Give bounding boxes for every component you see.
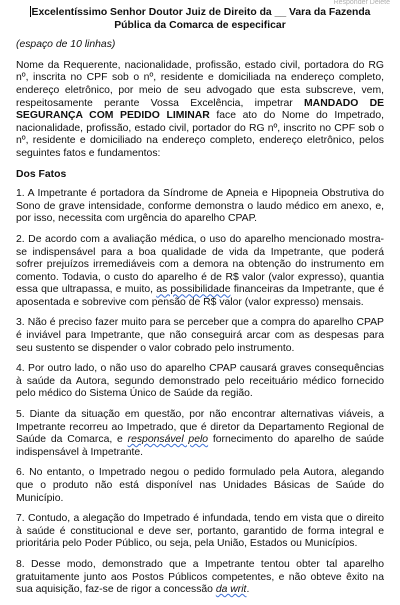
paragraph-7: 7. Contudo, a alegação do Impetrado é infundada, tendo em vista que o direito à saúde é constitucional e deve ser, portanto, garantido de forma integral e prioritária pelo Poder Público, ou seja, pela União, Estados ou Municípios. [16, 513, 384, 550]
paragraph-6: 6. No entanto, o Impetrado negou o pedido formulado pela Autora, alegando que o produto não está disponível nas Unidades Básicas de Saúde do Município. [16, 467, 384, 504]
respond-link[interactable]: Responder [333, 0, 368, 6]
delete-link[interactable]: Delete [369, 0, 390, 6]
paragraph-3: 3. Não é preciso fazer muito para se perceber que a compra do aparelho CPAP é inviável para Impetrante, que não conseguirá arcar com as despesas para seu sustento se dispender o valor cobrado pelo instrumento. [16, 317, 384, 354]
document-page [16, 6, 384, 605]
intro-bold: MANDADO DE SEGURANÇA COM PEDIDO LIMINAR [16, 97, 385, 122]
intro-text-1: Nome da Requerente, nacionalidade, profissão, estado civil, portadora do RG nº, inscrita no CPF sob o nº, residente e domiciliada na endereço completo, endereço eletrônico, por meio de seu advogado que esta subscreve, vem, respeitosamente perante Vossa Excelência, impetrar [16, 59, 384, 109]
spellcheck-mark: as possibilidade [156, 284, 231, 296]
p8-text-2: . [246, 584, 250, 596]
p2-text-2: financeiras da Impetrante, que é aposentada e sobrevive com pensão de R$ valor (valor expresso) mensais. [16, 284, 384, 308]
p8-text-1: 8. Desse modo, demonstrado que a Impetrante tentou obter tal aparelho gratuitamente junto aos Postos Públicos competentes, e não obteve êxito na sua aquisição, faz-se de rigor a concessão [16, 558, 384, 596]
section-title: Dos Fatos [16, 168, 67, 180]
intro-paragraph [16, 60, 384, 161]
paragraph-8 [16, 559, 384, 597]
text-cursor [30, 6, 31, 17]
p5-text-2: fornecimento do aparelho de saúde indispensável à Impetrante. [16, 434, 384, 458]
paragraph-5 [16, 409, 384, 459]
space-note: (espaço de 10 linhas) [16, 39, 116, 51]
intro-text-2: face ato do Nome do Impetrado, nacionalidade, profissão, estado civil, portador do RG nº, inscrito no CPF sob o nº, residente e domiciliado na endereço completo, endereço eletrônico, pelos seguintes fatos e fundamentos: [16, 110, 384, 159]
heading-text: Excelentíssimo Senhor Doutor Juiz de Direito da __ Vara da Fazenda Pública da Comarca de especificar [31, 7, 371, 31]
p2-text-1: 2. De acordo com a avaliação médica, o uso do aparelho mencionado mostra-se indispensável para a boa qualidade de vida da Impetrante, que poderá sofrer prejuízos irremediáveis com a demora na obtenção do instrumento em comento. Todavia, o custo do aparelho é de R$ valor (valor expresso), quantia essa que ultrapassa, e muito, [16, 233, 384, 296]
spellcheck-mark: responsável pelo [127, 434, 209, 446]
spellcheck-mark: da writ [215, 584, 247, 596]
p5-text-1: 5. Diante da situação em questão, por não encontrar alternativas viáveis, a Impetrante recorreu ao Impetrado, que é diretor da Departamento Regional de Saúde da Comarca, e [16, 409, 384, 446]
paragraph-1: 1. A Impetrante é portadora da Síndrome de Apneia e Hipopneia Obstrutiva do Sono de grave intensidade, conforme demonstra o laudo médico em anexo, e, por isso, necessita com urgência do aparelho CPAP. [16, 188, 384, 225]
paragraph-4: 4. Por outro lado, o não uso do aparelho CPAP causará graves consequências à saúde da Autora, segundo demonstrado pelo receituário médico fornecido pelo médico do Sistema Único de Saúde da região. [16, 363, 384, 400]
document-heading [16, 6, 384, 32]
paragraph-2 [16, 234, 384, 310]
